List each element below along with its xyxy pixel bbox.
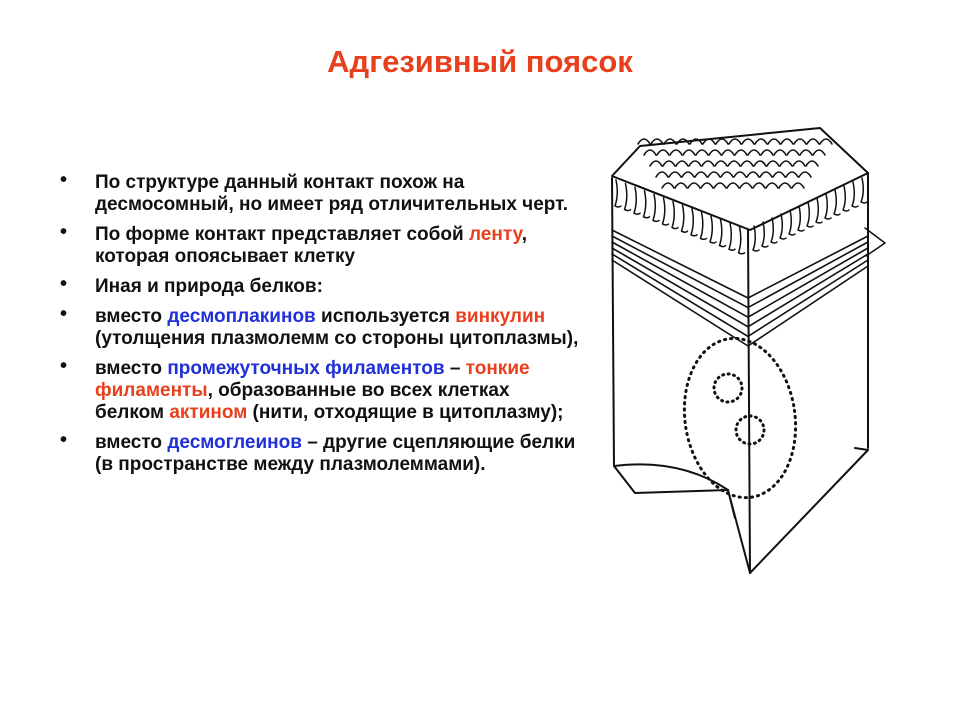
microvillus (657, 150, 669, 155)
bullet-text: десмоглеинов (167, 432, 302, 453)
microvillus (742, 139, 754, 144)
bullet-item (60, 224, 580, 268)
microvillus (715, 161, 727, 166)
bullet-text: вместо (95, 306, 168, 327)
microvillus (754, 161, 766, 166)
microvillus (766, 183, 778, 188)
microvillus (735, 150, 747, 155)
bullet-text: используется (315, 306, 456, 327)
bullet-text: Иная и природа белков: (95, 276, 323, 297)
microvillus (806, 161, 818, 166)
microvillus (638, 139, 650, 144)
microvillus (773, 172, 785, 177)
nucleus (674, 331, 805, 505)
microvillus (721, 172, 733, 177)
bullet-text: тонкие филаменты (95, 358, 530, 401)
microvilli (615, 139, 867, 254)
bullet-text: вместо (95, 358, 168, 379)
cell-left-edge (612, 178, 614, 466)
microvillus (793, 161, 805, 166)
microvillus (761, 150, 773, 155)
microvillus (786, 172, 798, 177)
microvillus (650, 161, 662, 166)
microvillus (734, 172, 746, 177)
bullet-text: – другие сцепляющие белки (в пространстве между плазмолеммами). (95, 432, 576, 475)
microvillus (722, 150, 734, 155)
microvillus (644, 150, 656, 155)
microvillus (820, 139, 832, 144)
microvillus (774, 150, 786, 155)
microvillus (728, 161, 740, 166)
bullet-text: (утолщения плазмолемм со стороны цитоплазмы), (95, 328, 579, 349)
microvillus (669, 172, 681, 177)
bullet-text: По форме контакт представляет собой (95, 224, 469, 245)
bullet-text: По структуре данный контакт похож на десмосомный, но имеет ряд отличительных черт. (95, 172, 569, 215)
microvillus (683, 150, 695, 155)
bullet-text: винкулин (455, 306, 546, 327)
microvillus (780, 161, 792, 166)
bullet-text: ленту (468, 224, 522, 245)
microvillus (787, 150, 799, 155)
cell-front-edge (748, 230, 750, 573)
microvillus (716, 139, 728, 144)
microvillus (767, 161, 779, 166)
bullet-list (60, 172, 580, 484)
cell-bottom-face (614, 448, 868, 573)
microvillus (656, 172, 668, 177)
bullet-text: (нити, отходящие в цитоплазму); (247, 402, 564, 423)
microvillus (747, 172, 759, 177)
microvillus (714, 183, 726, 188)
microvillus (813, 150, 825, 155)
microvillus (741, 161, 753, 166)
bullet-item (60, 172, 580, 216)
bullet-text: десмоплакинов (167, 306, 316, 327)
microvillus (676, 161, 688, 166)
bullet-item (60, 276, 580, 298)
microvillus (702, 161, 714, 166)
microvillus (800, 150, 812, 155)
microvillus (760, 172, 772, 177)
bullet-text: , образованные во всех клетках белком (95, 380, 510, 423)
microvillus (662, 183, 674, 188)
microvillus (688, 183, 700, 188)
microvillus (689, 161, 701, 166)
microvillus (675, 183, 687, 188)
bullet-text: актином (169, 402, 248, 423)
cell-illustration-icon (600, 118, 890, 580)
bullet-text: промежуточных филаментов (167, 358, 445, 379)
microvillus (781, 139, 793, 144)
microvillus (696, 150, 708, 155)
microvillus (670, 150, 682, 155)
microvillus (740, 183, 752, 188)
nucleolus (714, 374, 742, 402)
microvillus (663, 161, 675, 166)
microvillus (779, 183, 791, 188)
microvillus (755, 139, 767, 144)
microvillus (768, 139, 780, 144)
slide-title: Адгезивный поясок (327, 44, 633, 79)
microvillus (727, 183, 739, 188)
bullet-text: , которая опоясывает клетку (95, 224, 528, 267)
bullet-text: – (444, 358, 466, 379)
bullet-item (60, 358, 580, 424)
microvillus (799, 172, 811, 177)
microvillus (708, 172, 720, 177)
microvillus (753, 183, 765, 188)
microvillus (709, 150, 721, 155)
bullet-text: вместо (95, 432, 168, 453)
microvillus (807, 139, 819, 144)
bullet-item (60, 306, 580, 350)
microvillus (729, 139, 741, 144)
microvillus (792, 183, 804, 188)
bullet-item (60, 432, 580, 476)
microvillus (794, 139, 806, 144)
microvillus (748, 150, 760, 155)
microvillus (695, 172, 707, 177)
microvillus (682, 172, 694, 177)
microvillus (701, 183, 713, 188)
